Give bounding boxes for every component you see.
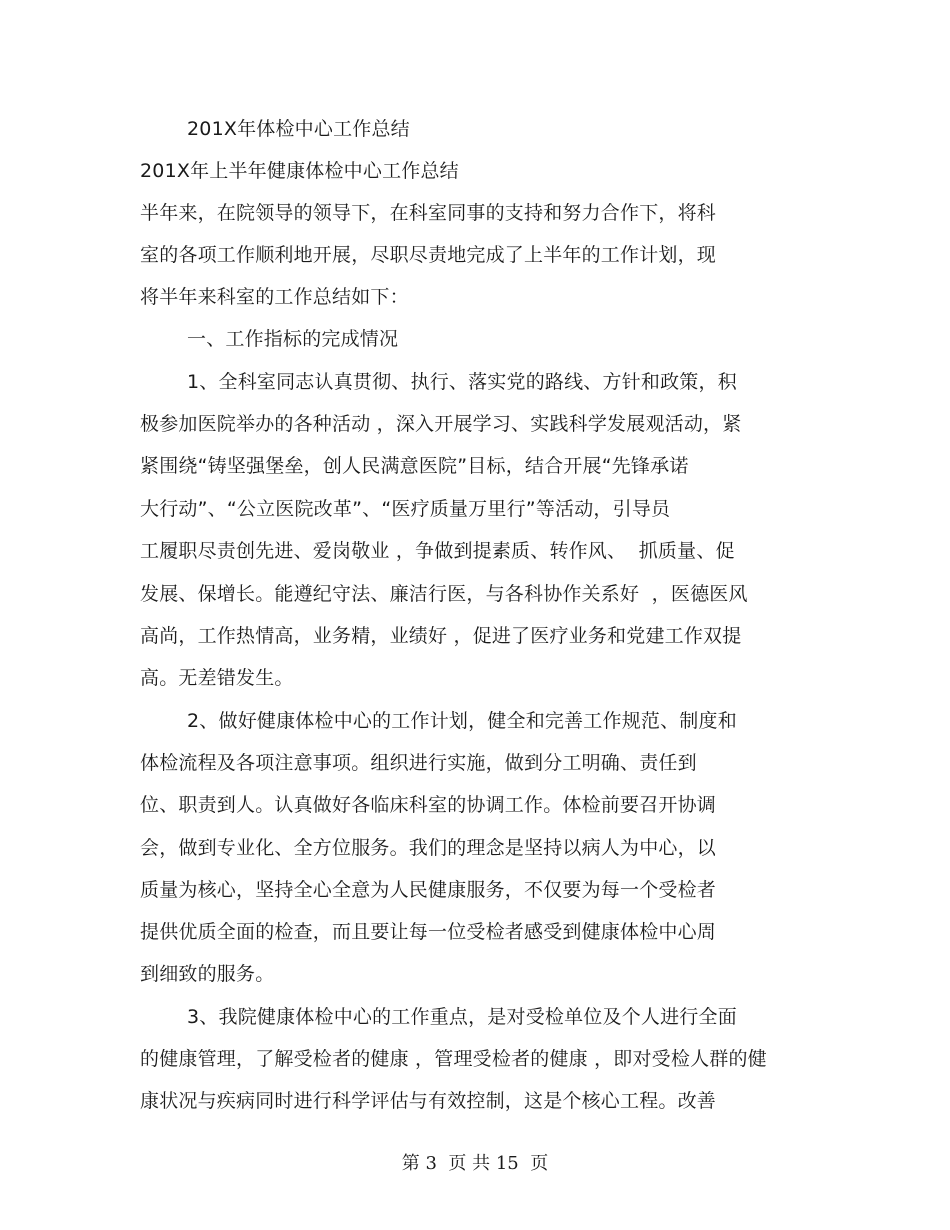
- document-title: 201X年体检中心工作总结: [187, 118, 410, 140]
- intro-line: 室的各项工作顺利地开展，尽职尽责地完成了上半年的工作计划，现: [140, 244, 717, 266]
- paragraph-line: 会，做到专业化、全方位服务。我们的理念是坚持以病人为中心，以: [140, 837, 717, 859]
- paragraph-line: 大行动”、“公立医院改革”、“医疗质量万里行”等活动，引导员: [140, 498, 671, 520]
- paragraph-line: 到细致的服务。: [140, 963, 275, 985]
- paragraph-line: 高。无差错发生。: [140, 667, 294, 689]
- paragraph-line: 2、做好健康体检中心的工作计划，健全和完善工作规范、制度和: [187, 710, 737, 732]
- paragraph-line: 康状况与疾病同时进行科学评估与有效控制，这是个核心工程。改善: [140, 1090, 717, 1112]
- paragraph-line: 提供优质全面的检查，而且要让每一位受检者感受到健康体检中心周: [140, 921, 717, 943]
- page-number-footer: 第 3 页 共 15 页: [401, 1153, 549, 1174]
- paragraph-line: 发展、保增长。能遵纪守法、廉洁行医，与各科协作关系好 ，医德医风: [140, 583, 748, 605]
- paragraph-line: 工履职尽责创先进、爱岗敬业 ，争做到提素质、转作风、 抓质量、促: [140, 540, 735, 562]
- paragraph-line: 位、职责到人。认真做好各临床科室的协调工作。体检前要召开协调: [140, 794, 717, 816]
- paragraph-line: 的健康管理，了解受检者的健康 ，管理受检者的健康 ，即对受检人群的健: [140, 1048, 767, 1070]
- paragraph-line: 1、全科室同志认真贯彻、执行、落实党的路线、方针和政策，积: [187, 371, 737, 393]
- paragraph-line: 高尚，工作热情高，业务精，业绩好 ，促进了医疗业务和党建工作双提: [140, 625, 742, 647]
- paragraph-line: 质量为核心，坚持全心全意为人民健康服务，不仅要为每一个受检者: [140, 879, 717, 901]
- paragraph-line: 极参加医院举办的各种活动 ，深入开展学习、实践科学发展观活动，紧: [140, 413, 742, 435]
- paragraph-line: 3、我院健康体检中心的工作重点，是对受检单位及个人进行全面: [187, 1006, 737, 1028]
- section-heading: 一、工作指标的完成情况: [187, 328, 399, 350]
- document-subtitle: 201X年上半年健康体检中心工作总结: [140, 160, 459, 182]
- intro-line: 半年来，在院领导的领导下，在科室同事的支持和努力合作下，将科: [140, 202, 717, 224]
- paragraph-line: 体检流程及各项注意事项。组织进行实施，做到分工明确、责任到: [140, 752, 697, 774]
- paragraph-line: 紧围绕“铸坚强堡垒，创人民满意医院”目标，结合开展“先锋承诺: [140, 455, 689, 477]
- intro-line: 将半年来科室的工作总结如下：: [140, 286, 409, 308]
